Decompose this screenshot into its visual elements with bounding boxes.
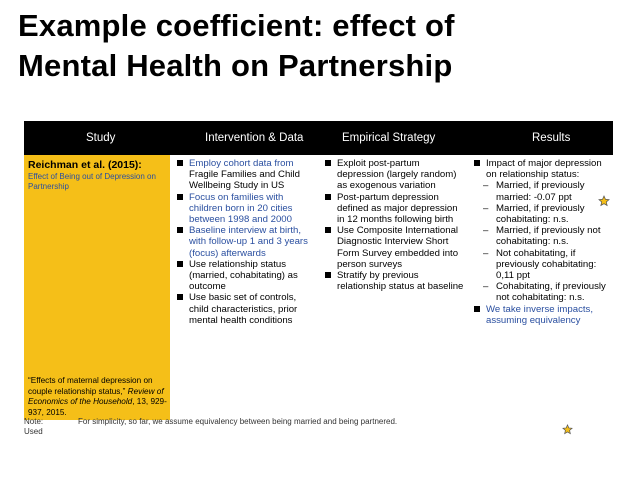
note-used-text: Used bbox=[24, 427, 43, 436]
sub-bullet-text: Married, if previously married: -0.07 ppt bbox=[496, 180, 585, 203]
list-item bbox=[177, 158, 317, 192]
bullet-square-icon bbox=[177, 261, 183, 267]
bullet-text: Use relationship status (married, cohabitating) as outcome bbox=[189, 258, 298, 293]
bullet-text: Post-partum depression defined as major depression in 12 months following birth bbox=[337, 191, 458, 226]
list-item bbox=[474, 281, 614, 303]
list-item bbox=[325, 270, 465, 292]
study-name: Reichman et al. (2015): bbox=[28, 159, 142, 171]
list-item bbox=[474, 225, 614, 247]
table-header-bar bbox=[24, 121, 613, 155]
bullet-square-icon bbox=[177, 227, 183, 233]
star-icon bbox=[562, 424, 573, 435]
bullet-text: Stratify by previous relationship status at baseline bbox=[337, 270, 464, 293]
bullet-square-icon bbox=[325, 194, 331, 200]
bullet-square-icon bbox=[474, 306, 480, 312]
dash-icon: – bbox=[483, 281, 489, 293]
bullet-square-icon bbox=[474, 160, 480, 166]
bullet-text: Impact of major depression on relationship status: bbox=[486, 158, 602, 181]
header-results: Results bbox=[532, 132, 571, 144]
bullet-text: Use Composite International Diagnostic Interview Short Form Survey embedded into person surveys bbox=[337, 225, 459, 270]
dash-icon: – bbox=[483, 247, 489, 259]
note-label-text: Note: bbox=[24, 417, 44, 426]
sub-bullet-text: Not cohabitating, if previously cohabitating: 0,11 ppt bbox=[496, 247, 597, 282]
strategy-column bbox=[325, 158, 465, 292]
list-item bbox=[474, 248, 614, 282]
sub-bullet-text: Married, if previously not cohabitating: n.s. bbox=[496, 225, 601, 248]
list-item bbox=[474, 203, 614, 225]
slide-title-line-1: Example coefficient: effect of bbox=[18, 8, 455, 43]
list-item bbox=[474, 180, 614, 202]
list-item bbox=[177, 192, 317, 226]
note-text: For simplicity, so far, we assume equivalency between being married and being partnered. bbox=[78, 417, 398, 426]
list-item bbox=[474, 304, 614, 326]
study-citation bbox=[28, 376, 170, 418]
list-item bbox=[177, 225, 317, 259]
slide-title bbox=[18, 6, 618, 86]
citation-text: “Effects of maternal depression on couple relationship status,” bbox=[28, 376, 153, 396]
bullet-text: Use basic set of controls, child characteristics, prior mental health conditions bbox=[189, 292, 298, 326]
dash-icon: – bbox=[483, 225, 489, 237]
list-item bbox=[325, 158, 465, 192]
list-item bbox=[177, 292, 317, 326]
bullet-square-icon bbox=[177, 160, 183, 166]
dash-icon: – bbox=[483, 202, 489, 214]
header-study: Study bbox=[86, 132, 116, 144]
bullet-text-highlight: Focus on families with children born in 20 cities between 1998 and 2000 bbox=[189, 191, 293, 226]
sub-bullet-text: Married, if previously cohabitating: n.s. bbox=[496, 202, 585, 226]
results-column bbox=[474, 158, 614, 326]
intervention-column bbox=[177, 158, 317, 326]
bullet-text: Exploit post-partum depression (largely random) as exogenous variation bbox=[337, 158, 457, 192]
list-item bbox=[325, 192, 465, 226]
bullet-square-icon bbox=[325, 272, 331, 278]
bullet-text-highlight: Employ cohort data from bbox=[189, 158, 294, 169]
list-item bbox=[177, 259, 317, 293]
note-label bbox=[24, 417, 64, 437]
star-icon bbox=[598, 195, 610, 207]
bullet-text-highlight: We take inverse impacts, assuming equivalency bbox=[486, 303, 593, 326]
header-intervention: Intervention & Data bbox=[205, 132, 304, 144]
bullet-square-icon bbox=[177, 194, 183, 200]
bullet-square-icon bbox=[325, 227, 331, 233]
list-item bbox=[325, 225, 465, 270]
bullet-square-icon bbox=[325, 160, 331, 166]
sub-bullet-text: Cohabitating, if previously not cohabitating: n.s. bbox=[496, 281, 606, 304]
list-item bbox=[474, 158, 614, 180]
dash-icon: – bbox=[483, 180, 489, 192]
bullet-text-highlight: Baseline interview at birth, with follow-up 1 and 3 years (focus) afterwards bbox=[189, 225, 308, 259]
study-subtitle: Effect of Being out of Depression on Partnership bbox=[28, 172, 156, 191]
header-strategy: Empirical Strategy bbox=[342, 132, 436, 144]
slide-title-line-2: Mental Health on Partnership bbox=[18, 48, 453, 83]
bullet-text: Fragile Families and Child Wellbeing Study in US bbox=[189, 169, 300, 192]
citation-details: , 13, 929-937, 2015. bbox=[28, 397, 167, 417]
bullet-square-icon bbox=[177, 294, 183, 300]
citation-journal: Review of Economics of the Household bbox=[28, 386, 164, 406]
